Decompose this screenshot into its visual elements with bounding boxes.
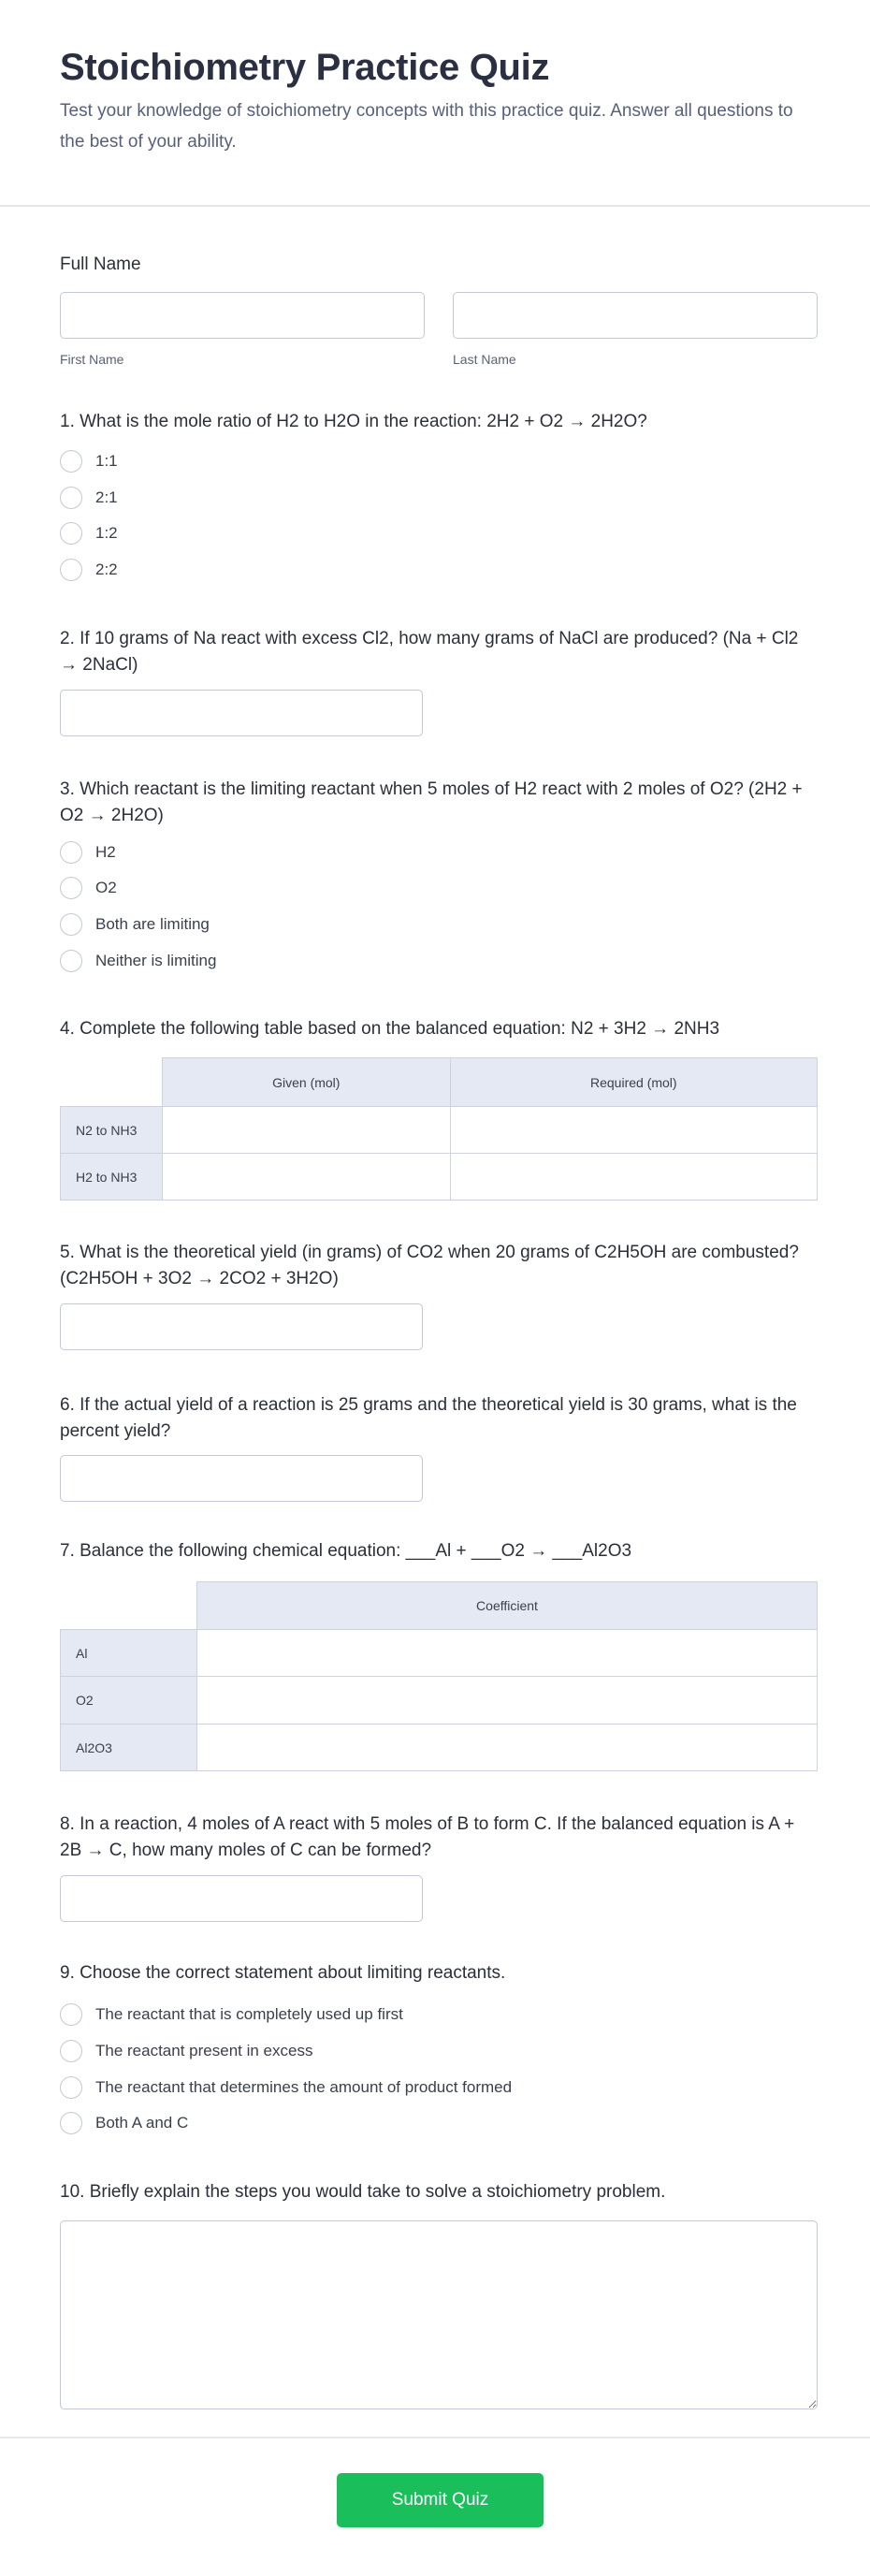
option-label: O2 [95,879,117,896]
radio-button[interactable] [60,522,82,545]
full-name-label: Full Name [60,255,141,274]
row-header: N2 to NH3 [61,1107,163,1154]
last-name-sublabel: Last Name [453,352,516,367]
q9-option[interactable] [60,2003,403,2026]
option-label: Neither is limiting [95,952,217,969]
question-6: 6. If the actual yield of a reaction is 25 grams and the theoretical yield is 30 grams, what is the percent yield? [60,1395,797,1441]
option-label: The reactant that is completely used up first [95,2005,403,2023]
first-name-input[interactable] [60,292,425,339]
row-header: Al [61,1630,197,1677]
column-header: Coefficient [197,1582,818,1630]
q8-answer-input[interactable] [60,1875,423,1922]
q3-option[interactable] [60,877,117,899]
option-label: Both A and C [95,2114,189,2132]
q2-answer-input[interactable] [60,690,423,736]
footer-divider [0,2437,870,2438]
last-name-input[interactable] [453,292,818,339]
option-label: The reactant present in excess [95,2042,313,2059]
column-header: Required (mol) [450,1058,817,1107]
q3-option[interactable] [60,913,210,936]
table-cell-input[interactable] [197,1725,818,1771]
q1-option[interactable] [60,487,118,509]
q9-option[interactable] [60,2076,512,2099]
q10-answer-textarea[interactable] [60,2220,818,2409]
row-header: H2 to NH3 [61,1154,163,1201]
option-label: Both are limiting [95,915,210,933]
question-2: 2. If 10 grams of Na react with excess Cl2, how many grams of NaCl are produced? (Na + Cl2 → 2NaCl) [60,629,799,675]
option-label: 1:1 [95,452,118,470]
question-10: 10. Briefly explain the steps you would take to solve a stoichiometry problem. [60,2182,666,2202]
submit-quiz-button[interactable]: Submit Quiz [337,2473,544,2527]
table-cell-input[interactable] [197,1677,818,1725]
radio-button[interactable] [60,2076,82,2099]
radio-button[interactable] [60,913,82,936]
radio-button[interactable] [60,450,82,473]
option-label: 2:1 [95,488,118,506]
row-header: Al2O3 [61,1725,197,1771]
option-label: 2:2 [95,560,118,578]
q1-option[interactable] [60,559,118,581]
q7-table [60,1581,818,1771]
divider [0,205,870,207]
question-8: 8. In a reaction, 4 moles of A react with 5 moles of B to form C. If the balanced equation is A + 2B → C, how many moles of C can be formed? [60,1814,795,1860]
q9-option[interactable] [60,2040,312,2062]
option-label: 1:2 [95,524,118,542]
table-cell-input[interactable] [163,1154,451,1201]
q4-table [60,1057,818,1201]
option-label: H2 [95,843,116,861]
table-cell-input[interactable] [450,1107,817,1154]
radio-button[interactable] [60,841,82,864]
question-4: 4. Complete the following table based on the balanced equation: N2 + 3H2 → 2NH3 [60,1019,720,1039]
question-1: 1. What is the mole ratio of H2 to H2O in the reaction: 2H2 + O2 → 2H2O? [60,412,647,431]
table-cell-input[interactable] [163,1107,451,1154]
question-7: 7. Balance the following chemical equation: ___Al + ___O2 → ___Al2O3 [60,1541,632,1561]
radio-button[interactable] [60,877,82,899]
q9-option[interactable] [60,2112,188,2134]
page-title: Stoichiometry Practice Quiz [60,47,550,88]
q1-option[interactable] [60,450,118,473]
radio-button[interactable] [60,487,82,509]
table-cell-input[interactable] [450,1154,817,1201]
question-3: 3. Which reactant is the limiting reactant when 5 moles of H2 react with 2 moles of O2? (2H2 + O2 → 2H2O) [60,779,803,825]
question-5: 5. What is the theoretical yield (in grams) of CO2 when 20 grams of C2H5OH are combusted? (C2H5OH + 3O2 → 2CO2 + 3H2O) [60,1243,799,1288]
radio-button[interactable] [60,2040,82,2062]
q1-option[interactable] [60,522,118,545]
option-label: The reactant that determines the amount of product formed [95,2078,513,2096]
radio-button[interactable] [60,2003,82,2026]
radio-button[interactable] [60,2112,82,2134]
column-header: Given (mol) [163,1058,451,1107]
q3-option[interactable] [60,950,216,972]
q5-answer-input[interactable] [60,1303,423,1350]
table-cell-input[interactable] [197,1630,818,1677]
radio-button[interactable] [60,559,82,581]
q3-option[interactable] [60,841,116,864]
q6-answer-input[interactable] [60,1455,423,1502]
row-header: O2 [61,1677,197,1725]
question-9: 9. Choose the correct statement about limiting reactants. [60,1963,506,1983]
first-name-sublabel: First Name [60,352,124,367]
radio-button[interactable] [60,950,82,972]
page-description: Test your knowledge of stoichiometry concepts with this practice quiz. Answer all questions to the best of your ability. [60,101,793,152]
